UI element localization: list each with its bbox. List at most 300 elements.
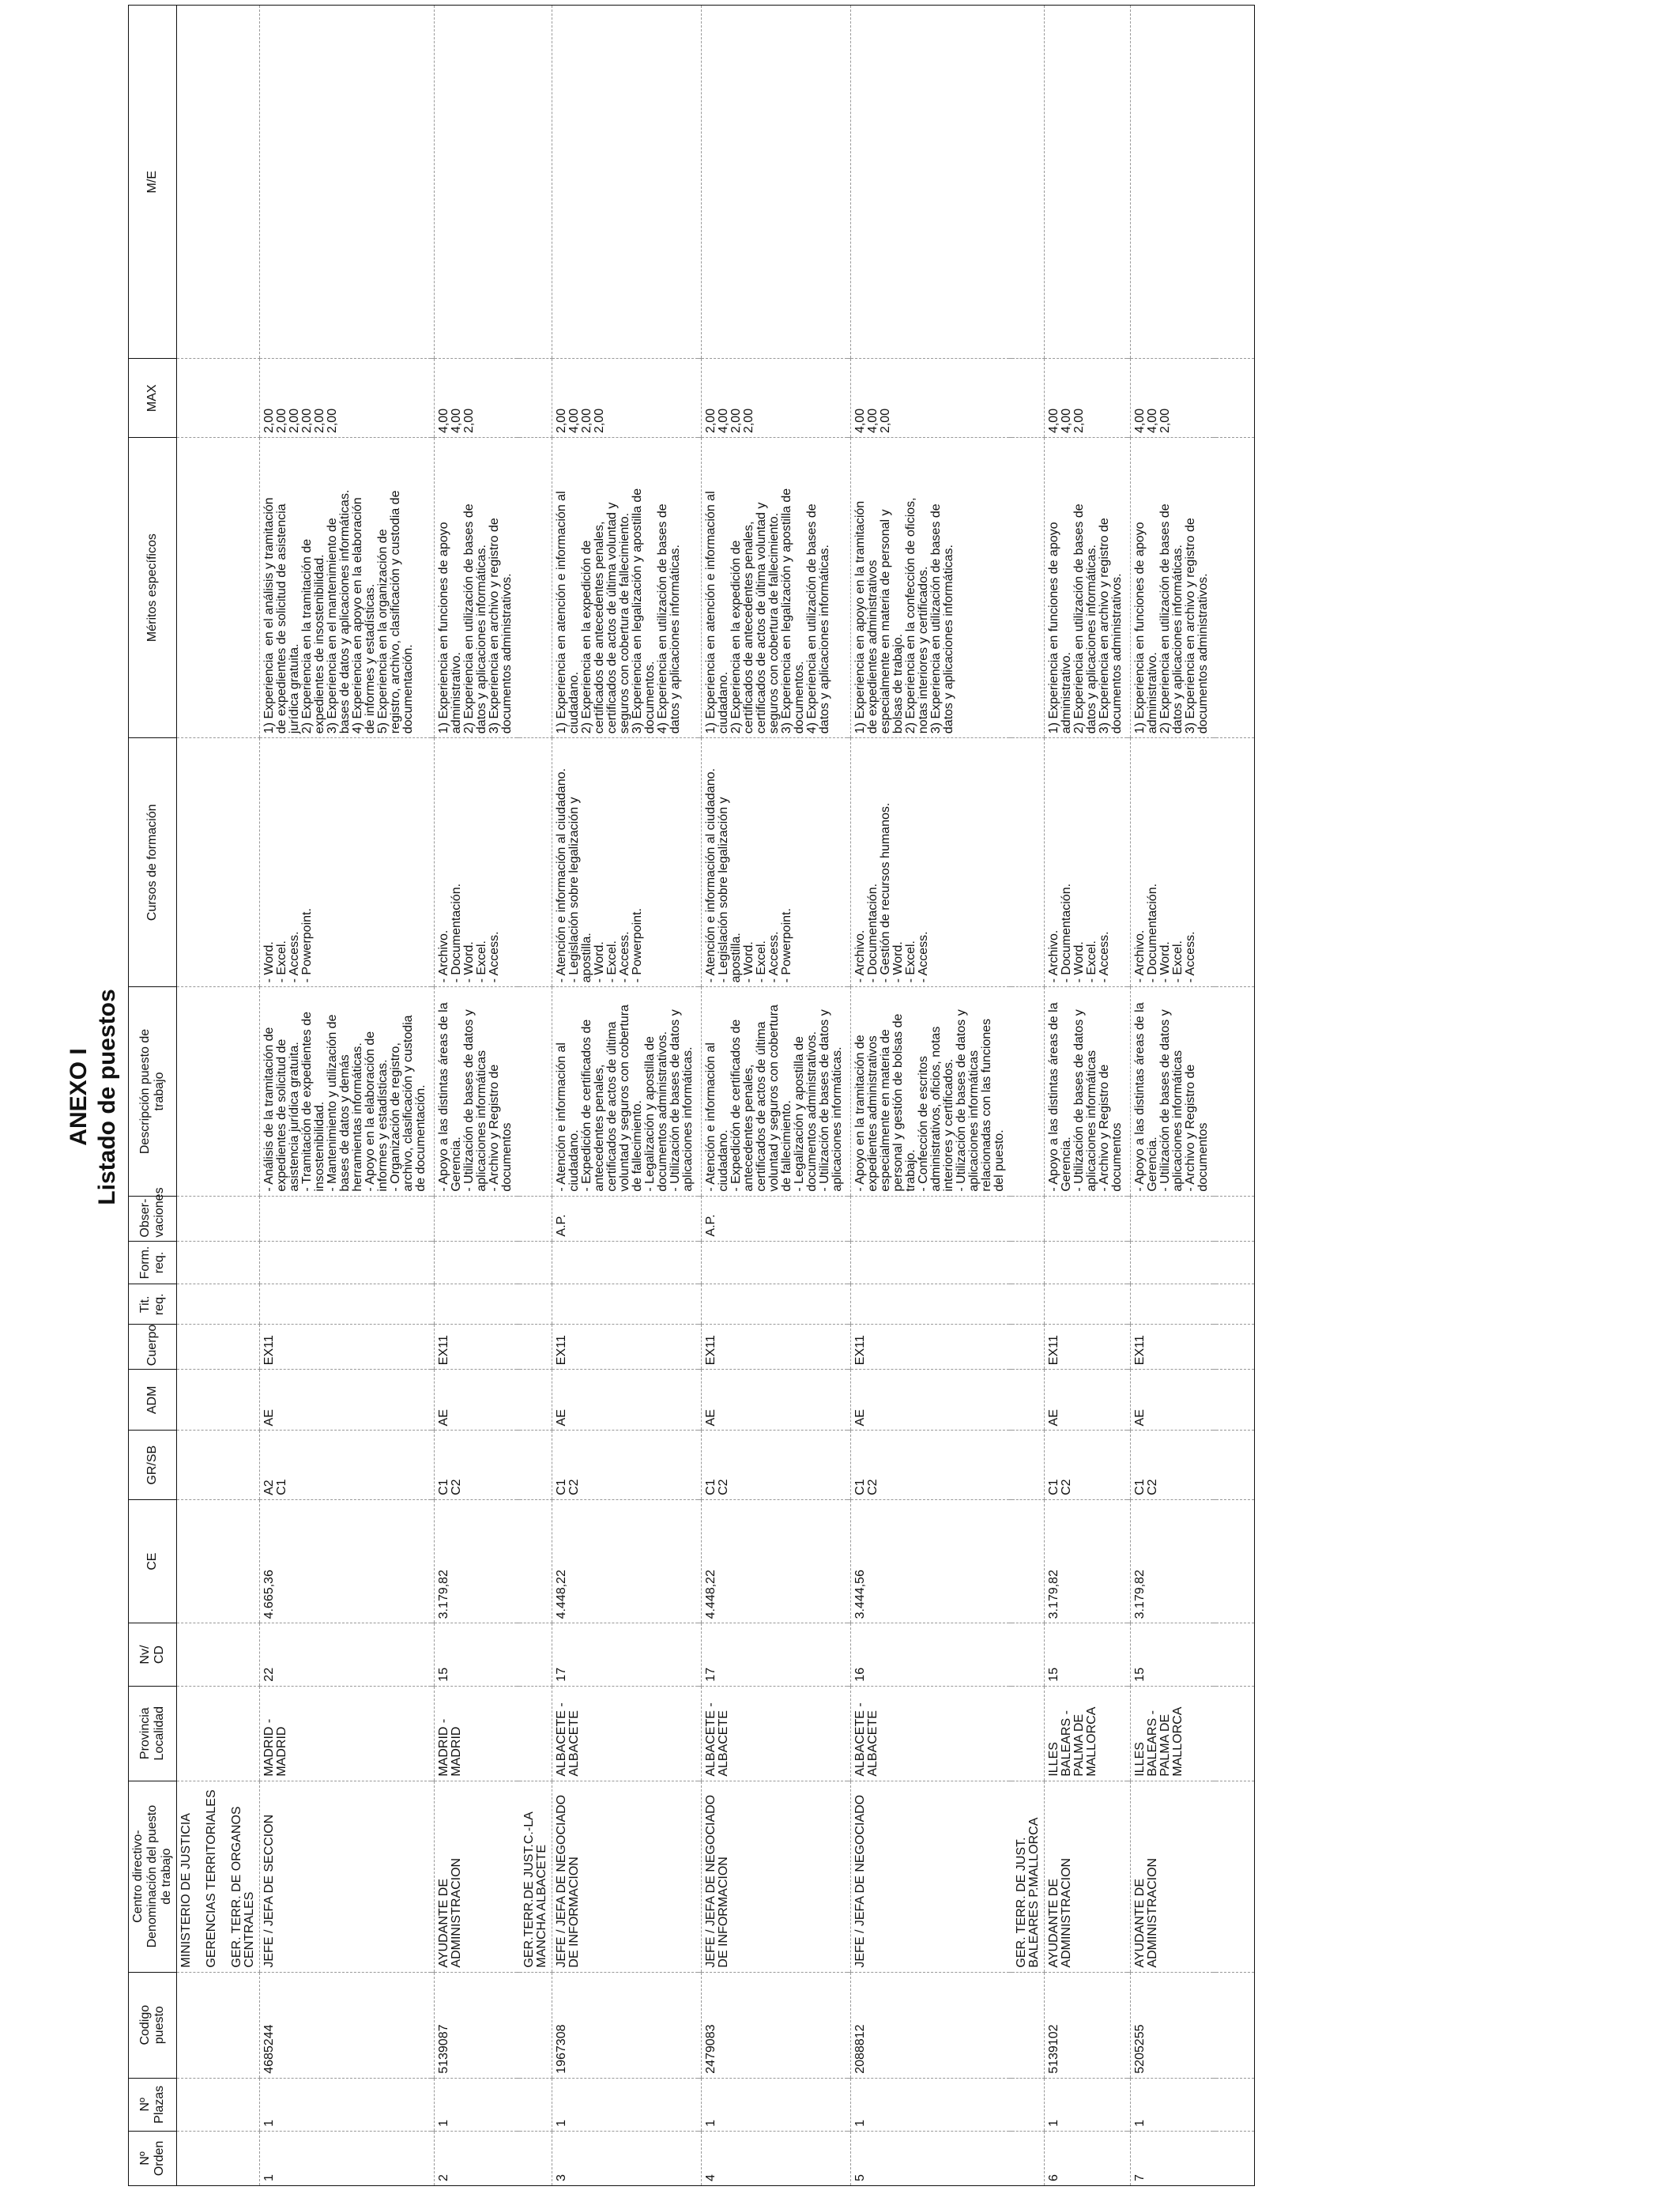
codigo-cell: 4685244 bbox=[260, 1972, 431, 2078]
meritos-cell bbox=[702, 438, 848, 738]
descripcion-cell-line: aplicaciones informáticas. bbox=[681, 1046, 695, 1192]
provincia-cell-line: ILLES bbox=[1133, 1742, 1147, 1777]
max-cell-line: 2,00 bbox=[593, 408, 606, 434]
cursos-cell-line: apostilla. bbox=[580, 933, 593, 983]
header-grsb: GR/SB bbox=[129, 1431, 177, 1499]
cursos-cell-line: - Access. bbox=[1184, 931, 1197, 983]
provincia-cell bbox=[702, 1686, 848, 1781]
meritos-cell-line: registro, archivo, clasificación y custodia de bbox=[389, 490, 402, 734]
denominacion-cell-line: DE INFORMACION bbox=[717, 1857, 730, 1968]
provincia-cell-line: MADRID bbox=[275, 1726, 288, 1777]
meritos-cell-line: ciudadano. bbox=[567, 671, 581, 734]
header-orden: Nº Orden bbox=[129, 2131, 177, 2185]
plazas-cell: 1 bbox=[435, 2078, 518, 2131]
denominacion-cell bbox=[435, 1781, 518, 1972]
cursos-cell-line: apostilla. bbox=[729, 933, 743, 983]
cursos-cell-line: - Powerpoint. bbox=[631, 908, 644, 983]
provincia-cell-line: ALBACETE bbox=[866, 1710, 880, 1777]
provincia-cell-line: ILLES bbox=[1047, 1742, 1060, 1777]
header-obs: Obser- vaciones bbox=[129, 1196, 177, 1241]
provincia-cell bbox=[435, 1686, 518, 1781]
meritos-cell-line: 4) Experiencia en apoyo en la elaboración bbox=[351, 497, 364, 734]
meritos-cell-line: 2) Experiencia en la expedición de bbox=[729, 540, 743, 734]
nivel-cell: 17 bbox=[702, 1623, 848, 1686]
meritos-cell-line: certificados de antecedentes penales, bbox=[593, 521, 606, 734]
meritos-cell-line: 4) Experiencia en utilización de bases de bbox=[805, 503, 819, 734]
descripcion-cell-line: documentos bbox=[500, 1122, 514, 1192]
nivel-cell: 15 bbox=[1045, 1623, 1128, 1686]
descripcion-cell bbox=[1131, 987, 1214, 1196]
descripcion-cell-line: Gerencia. bbox=[450, 1137, 463, 1192]
cursos-cell bbox=[851, 738, 1010, 987]
descripcion-cell-line: - Utilización de bases de datos y bbox=[1072, 1009, 1086, 1192]
grsb-cell bbox=[702, 1431, 848, 1499]
max-cell bbox=[260, 359, 431, 438]
descripcion-cell-line: - Archivo y Registro de bbox=[1184, 1064, 1197, 1192]
grsb-cell-line: C1 bbox=[555, 1479, 568, 1495]
cursos-cell-line: - Word. bbox=[1072, 941, 1086, 983]
descripcion-cell-line: interiores y certificados. bbox=[942, 1058, 955, 1192]
cursos-cell-line: - Word. bbox=[593, 941, 606, 983]
grsb-cell-line: C2 bbox=[1060, 1479, 1073, 1495]
codigo-cell: 2088812 bbox=[851, 1972, 1010, 2078]
cursos-cell-line: - Excel. bbox=[1085, 941, 1098, 983]
descripcion-cell-line: antecedentes penales, bbox=[742, 1064, 755, 1192]
position-row bbox=[1045, 6, 1128, 2186]
descripcion-cell-line: archivo, clasificación y custodia bbox=[401, 1015, 415, 1192]
document-subtitle: Listado de puestos bbox=[94, 989, 120, 1205]
positions-table-body bbox=[177, 6, 1255, 2186]
plazas-cell: 1 bbox=[1131, 2078, 1214, 2131]
descripcion-cell-line: - Expedición de certificados de bbox=[729, 1019, 743, 1192]
descripcion-cell-line: - Apoyo a las distintas áreas de la bbox=[437, 1002, 450, 1192]
max-cell-line: 2,00 bbox=[704, 408, 718, 434]
provincia-cell-line: BALEARS - bbox=[1060, 1710, 1073, 1777]
denominacion-cell bbox=[260, 1781, 431, 1972]
header-ce: CE bbox=[129, 1499, 177, 1623]
descripcion-cell-line: certificados de actos de última bbox=[605, 1021, 619, 1192]
descripcion-cell-line: - Atención e información al bbox=[704, 1042, 718, 1192]
provincia-cell-line: MADRID - bbox=[262, 1718, 276, 1777]
plazas-cell: 1 bbox=[1045, 2078, 1128, 2131]
meritos-cell bbox=[435, 438, 518, 738]
meritos-cell-line: documentos administrativos. bbox=[1110, 573, 1124, 734]
grsb-cell-line: C2 bbox=[567, 1479, 581, 1495]
cursos-cell-line: - Access. bbox=[767, 931, 781, 983]
descripcion-cell-line: - Utilización de bases de datos y bbox=[669, 1009, 682, 1192]
cursos-cell-line: - Access. bbox=[917, 931, 930, 983]
denominacion-cell-line: JEFE / JEFA DE NEGOCIADO bbox=[853, 1794, 867, 1968]
meritos-cell-line: 1) Experiencia en funciones de apoyo bbox=[1047, 522, 1060, 734]
ger-organos-label: GER. TERR. DE ORGANOS bbox=[230, 1806, 243, 1968]
descripcion-cell-line: expedientes administrativos bbox=[866, 1035, 880, 1192]
max-cell-line: 4,00 bbox=[1133, 408, 1147, 434]
observaciones-cell bbox=[851, 1196, 1010, 1241]
max-cell-line: 2,00 bbox=[742, 408, 755, 434]
meritos-cell-line: 4) Experiencia en utilización de bases de bbox=[656, 503, 669, 734]
ministerio-label: MINISTERIO DE JUSTICIA bbox=[179, 1813, 193, 1968]
descripcion-cell-line: bases de datos y demás bbox=[338, 1054, 352, 1192]
cursos-cell bbox=[1045, 738, 1128, 987]
cursos-cell-line: - Documentación. bbox=[450, 883, 463, 983]
max-cell-line: 4,00 bbox=[567, 408, 581, 434]
meritos-cell-line: 1) Experiencia en el análisis y tramitación bbox=[262, 497, 276, 734]
grsb-cell-line: C1 bbox=[1133, 1479, 1147, 1495]
cursos-cell-line: - Legislación sobre legalización y bbox=[567, 797, 581, 983]
ger-albacete-label-line: GER.TERR.DE JUST.C.-LA bbox=[522, 1811, 536, 1968]
max-cell-line: 4,00 bbox=[437, 408, 450, 434]
cursos-cell-line: - Legislación sobre legalización y bbox=[717, 797, 730, 983]
descripcion-cell-line: - Archivo y Registro de bbox=[1098, 1064, 1111, 1192]
meritos-cell-line: administrativo. bbox=[450, 652, 463, 734]
meritos-cell-line: seguros con cobertura de fallecimiento. bbox=[767, 512, 781, 734]
meritos-cell-line: documentos. bbox=[643, 661, 657, 734]
codigo-cell: 1967308 bbox=[552, 1972, 699, 2078]
meritos-cell-line: 1) Experiencia en apoyo en la tramitación bbox=[853, 500, 867, 734]
cursos-cell-line: - Documentación. bbox=[1146, 883, 1159, 983]
meritos-cell-line: 1) Experiencia en atención e información al bbox=[555, 491, 568, 734]
descripcion-cell-line: - Organización de registro, bbox=[389, 1042, 402, 1192]
descripcion-cell-line: insostenibilidad. bbox=[313, 1101, 326, 1192]
descripcion-cell-line: del puesto. bbox=[993, 1129, 1006, 1192]
meritos-cell-line: bolsas de trabajo. bbox=[891, 633, 905, 734]
provincia-cell bbox=[260, 1686, 431, 1781]
provincia-cell bbox=[1045, 1686, 1128, 1781]
denominacion-cell bbox=[851, 1781, 1010, 1972]
ce-cell: 3.179,82 bbox=[1045, 1499, 1128, 1623]
orden-cell: 5 bbox=[851, 2131, 1010, 2185]
cursos-cell-line: - Atención e información al ciudadano. bbox=[704, 768, 718, 983]
cursos-cell-line: - Word. bbox=[891, 941, 905, 983]
max-cell bbox=[702, 359, 848, 438]
denominacion-cell-line: AYUDANTE DE bbox=[1047, 1878, 1060, 1968]
cuerpo-cell: EX11 bbox=[1045, 1325, 1128, 1370]
descripcion-cell-line: herramientas informáticas. bbox=[351, 1042, 364, 1192]
cursos-cell-line: - Powerpoint. bbox=[780, 908, 793, 983]
meritos-cell-line: 2) Experiencia en la tramitación de bbox=[300, 538, 314, 734]
max-cell-line: 2,00 bbox=[729, 408, 743, 434]
ger-baleares-label bbox=[1012, 1781, 1045, 1972]
cuerpo-cell: EX11 bbox=[260, 1325, 431, 1370]
denominacion-cell-line: JEFE / JEFA DE SECCION bbox=[262, 1814, 276, 1968]
max-cell bbox=[1045, 359, 1128, 438]
descripcion-cell-line: - Utilización de bases de datos y bbox=[1158, 1009, 1172, 1192]
descripcion-cell bbox=[552, 987, 699, 1196]
header-tit: Tit. req. bbox=[129, 1284, 177, 1325]
descripcion-cell-line: - Apoyo en la elaboración de bbox=[363, 1031, 377, 1192]
grsb-cell-line: C1 bbox=[704, 1479, 718, 1495]
cursos-cell-line: - Excel. bbox=[605, 941, 619, 983]
descripcion-cell-line: documentos bbox=[1196, 1122, 1210, 1192]
descripcion-cell-line: Gerencia. bbox=[1060, 1137, 1073, 1192]
codigo-cell: 2479083 bbox=[702, 1972, 848, 2078]
descripcion-cell-line: - Atención e información al bbox=[555, 1042, 568, 1192]
ce-cell: 4.448,22 bbox=[702, 1499, 848, 1623]
meritos-cell-line: documentos administrativos. bbox=[1196, 573, 1210, 734]
descripcion-cell-line: antecedentes penales, bbox=[593, 1064, 606, 1192]
descripcion-cell-line: - Tramitación de expedientes de bbox=[300, 1011, 314, 1192]
denominacion-cell bbox=[1045, 1781, 1128, 1972]
denominacion-cell bbox=[702, 1781, 848, 1972]
max-cell-line: 4,00 bbox=[1060, 408, 1073, 434]
descripcion-cell-line: relacionadas con las funciones bbox=[980, 1018, 993, 1192]
descripcion-cell bbox=[851, 987, 1010, 1196]
descripcion-cell-line: de fallecimiento. bbox=[631, 1100, 644, 1192]
codigo-cell: 5205255 bbox=[1131, 1972, 1214, 2078]
adm-cell: AE bbox=[1131, 1370, 1214, 1431]
adm-cell: AE bbox=[851, 1370, 1010, 1431]
position-row bbox=[851, 6, 1010, 2186]
max-cell-line: 2,00 bbox=[580, 408, 593, 434]
ministry-heading bbox=[177, 1781, 260, 1972]
header-provincia: Provincia Localidad bbox=[129, 1686, 177, 1781]
descripcion-cell-line: voluntad y seguros con cobertura bbox=[767, 1005, 781, 1192]
adm-cell: AE bbox=[702, 1370, 848, 1431]
grsb-cell bbox=[851, 1431, 1010, 1499]
descripcion-cell bbox=[435, 987, 518, 1196]
meritos-cell-line: de expedientes de solicitud de asistencia bbox=[275, 503, 288, 734]
denominacion-cell-line: ADMINISTRACION bbox=[450, 1857, 463, 1968]
max-cell bbox=[851, 359, 1010, 438]
cuerpo-cell: EX11 bbox=[702, 1325, 848, 1370]
ger-organos-label: CENTRALES bbox=[243, 1891, 256, 1968]
orden-cell: 6 bbox=[1045, 2131, 1128, 2185]
meritos-cell-line: datos y aplicaciones informáticas. bbox=[942, 544, 955, 734]
header-me: M/E bbox=[129, 6, 177, 359]
orden-cell: 3 bbox=[552, 2131, 699, 2185]
meritos-cell-line: datos y aplicaciones informáticas. bbox=[475, 544, 488, 734]
meritos-cell bbox=[851, 438, 1010, 738]
nivel-cell: 22 bbox=[260, 1623, 431, 1686]
grsb-cell bbox=[1131, 1431, 1214, 1499]
group-row bbox=[177, 6, 260, 2186]
provincia-cell bbox=[552, 1686, 699, 1781]
nivel-cell: 15 bbox=[435, 1623, 518, 1686]
gerencias-label: GERENCIAS TERRITORIALES bbox=[205, 1789, 218, 1968]
descripcion-cell-line: - Expedición de certificados de bbox=[580, 1019, 593, 1192]
denominacion-cell-line: AYUDANTE DE bbox=[1133, 1878, 1147, 1968]
meritos-cell-line: administrativo. bbox=[1060, 652, 1073, 734]
denominacion-cell-line: JEFE / JEFA DE NEGOCIADO bbox=[704, 1794, 718, 1968]
denominacion-cell-line: AYUDANTE DE bbox=[437, 1878, 450, 1968]
ce-cell: 4.448,22 bbox=[552, 1499, 699, 1623]
descripcion-cell-line: certificados de actos de última bbox=[755, 1021, 768, 1192]
orden-cell: 1 bbox=[260, 2131, 431, 2185]
descripcion-cell-line: - Utilización de bases de datos y bbox=[462, 1009, 476, 1192]
descripcion-cell-line: aplicaciones informáticas bbox=[475, 1050, 488, 1192]
max-cell-line: 4,00 bbox=[1047, 408, 1060, 434]
grsb-cell-line: A2 bbox=[262, 1480, 276, 1495]
descripcion-cell-line: aplicaciones informáticas bbox=[1171, 1050, 1185, 1192]
cuerpo-cell: EX11 bbox=[851, 1325, 1010, 1370]
cursos-cell-line: - Atención e información al ciudadano. bbox=[555, 768, 568, 983]
codigo-cell: 5139102 bbox=[1045, 1972, 1128, 2078]
position-row bbox=[552, 6, 699, 2186]
observaciones-cell bbox=[435, 1196, 518, 1241]
cursos-cell-line: - Excel. bbox=[904, 941, 917, 983]
plazas-cell: 1 bbox=[702, 2078, 848, 2131]
nivel-cell: 17 bbox=[552, 1623, 699, 1686]
ce-cell: 3.444,56 bbox=[851, 1499, 1010, 1623]
meritos-cell-line: 3) Experiencia en legalización y apostilla de bbox=[631, 488, 644, 734]
document-title: ANEXO I bbox=[66, 1048, 92, 1146]
max-cell-line: 4,00 bbox=[853, 408, 867, 434]
cursos-cell bbox=[552, 738, 699, 987]
denominacion-cell-line: ADMINISTRACION bbox=[1146, 1857, 1159, 1968]
plazas-cell: 1 bbox=[260, 2078, 431, 2131]
grsb-cell-line: C1 bbox=[275, 1479, 288, 1495]
grsb-cell bbox=[552, 1431, 699, 1499]
header-form: Form. req. bbox=[129, 1241, 177, 1284]
provincia-cell-line: ALBACETE - bbox=[704, 1702, 718, 1777]
position-row bbox=[435, 6, 518, 2186]
adm-cell: AE bbox=[1045, 1370, 1128, 1431]
provincia-cell-line: ALBACETE bbox=[567, 1710, 581, 1777]
meritos-cell-line: documentos administrativos. bbox=[500, 573, 514, 734]
cursos-cell-line: - Powerpoint. bbox=[300, 908, 314, 983]
cursos-cell-line: - Excel. bbox=[275, 941, 288, 983]
meritos-cell-line: datos y aplicaciones informáticas. bbox=[669, 544, 682, 734]
cursos-cell-line: - Word. bbox=[262, 941, 276, 983]
cursos-cell-line: - Excel. bbox=[755, 941, 768, 983]
plazas-cell: 1 bbox=[851, 2078, 1010, 2131]
max-cell-line: 4,00 bbox=[717, 408, 730, 434]
codigo-cell: 5139087 bbox=[435, 1972, 518, 2078]
document-titles bbox=[65, 0, 122, 2194]
max-cell-line: 4,00 bbox=[1146, 408, 1159, 434]
denominacion-cell bbox=[552, 1781, 699, 1972]
provincia-cell-line: MADRID - bbox=[437, 1718, 450, 1777]
cursos-cell bbox=[435, 738, 518, 987]
observaciones-cell: A.P. bbox=[552, 1196, 699, 1241]
max-cell-line: 4,00 bbox=[450, 408, 463, 434]
grsb-cell bbox=[1045, 1431, 1128, 1499]
grsb-cell bbox=[260, 1431, 431, 1499]
meritos-cell-line: 3) Experiencia en archivo y registro de bbox=[1098, 518, 1111, 734]
adm-cell: AE bbox=[260, 1370, 431, 1431]
grsb-cell-line: C1 bbox=[437, 1479, 450, 1495]
header-adm: ADM bbox=[129, 1370, 177, 1431]
cursos-cell-line: - Word. bbox=[742, 941, 755, 983]
meritos-cell-line: seguros con cobertura de fallecimiento. bbox=[618, 512, 631, 734]
header-centro: Centro directivo- Denominación del puesto de trabajo bbox=[129, 1781, 177, 1972]
cursos-cell bbox=[1131, 738, 1214, 987]
meritos-cell-line: 2) Experiencia en utilización de bases de bbox=[462, 503, 476, 734]
cursos-cell-line: - Access. bbox=[618, 931, 631, 983]
descripcion-cell-line: trabajo. bbox=[904, 1149, 917, 1192]
provincia-cell-line: MADRID bbox=[450, 1726, 463, 1777]
meritos-cell-line: datos y aplicaciones informáticas. bbox=[1171, 544, 1185, 734]
meritos-cell-line: certificados de actos de última voluntad y bbox=[605, 502, 619, 734]
descripcion-cell-line: - Archivo y Registro de bbox=[488, 1064, 501, 1192]
meritos-cell-line: de expedientes administrativos bbox=[866, 560, 880, 734]
orden-cell: 2 bbox=[435, 2131, 518, 2185]
descripcion-cell-line: documentos administrativos. bbox=[805, 1031, 819, 1192]
descripcion-cell-line: - Utilización de bases de datos y bbox=[955, 1009, 968, 1192]
provincia-cell-line: PALMA DE bbox=[1072, 1713, 1086, 1777]
provincia-cell-line: ALBACETE - bbox=[853, 1702, 867, 1777]
max-cell-line: 2,00 bbox=[879, 408, 892, 434]
provincia-cell bbox=[851, 1686, 1010, 1781]
ce-cell: 3.179,82 bbox=[435, 1499, 518, 1623]
cursos-cell-line: - Documentación. bbox=[1060, 883, 1073, 983]
meritos-cell-line: especialmente en materia de personal y bbox=[879, 509, 892, 734]
descripcion-cell-line: - Apoyo a las distintas áreas de la bbox=[1047, 1002, 1060, 1192]
header-nv: Nv/ CD bbox=[129, 1623, 177, 1686]
group-row bbox=[1012, 6, 1045, 2186]
cursos-cell-line: - Documentación. bbox=[866, 883, 880, 983]
meritos-cell-line: 3) Experiencia en legalización y apostilla de bbox=[780, 488, 793, 734]
meritos-cell-line: jurídica gratuita. bbox=[288, 643, 301, 734]
header-meritos: Méritos específicos bbox=[129, 438, 177, 738]
max-cell-line: 2,00 bbox=[262, 408, 276, 434]
descripcion-cell bbox=[260, 987, 431, 1196]
meritos-cell-line: 3) Experiencia en archivo y registro de bbox=[1184, 518, 1197, 734]
meritos-cell bbox=[260, 438, 431, 738]
descripcion-cell-line: expedientes de solicitud de bbox=[275, 1039, 288, 1192]
cursos-cell-line: - Word. bbox=[1158, 941, 1172, 983]
meritos-cell-line: 2) Experiencia en utilización de bases de bbox=[1158, 503, 1172, 734]
descripcion-cell-line: - Confección de escritos bbox=[917, 1056, 930, 1192]
max-cell-line: 2,00 bbox=[1072, 408, 1086, 434]
provincia-cell-line: BALEARS - bbox=[1146, 1710, 1159, 1777]
position-row bbox=[260, 6, 431, 2186]
header-max: MAX bbox=[129, 359, 177, 438]
nivel-cell: 16 bbox=[851, 1623, 1010, 1686]
adm-cell: AE bbox=[435, 1370, 518, 1431]
meritos-cell-line: administrativo. bbox=[1146, 652, 1159, 734]
descripcion-cell-line: administrativos, oficios, notas bbox=[929, 1026, 943, 1192]
group-row bbox=[520, 6, 552, 2186]
ger-baleares-label-line: GER. TERR. DE JUST. bbox=[1015, 1837, 1028, 1968]
provincia-cell-line: ALBACETE bbox=[717, 1710, 730, 1777]
descripcion-cell-line: aplicaciones informáticas bbox=[1085, 1050, 1098, 1192]
cursos-cell-line: - Access. bbox=[1098, 931, 1111, 983]
descripcion-cell-line: personal y gestión de bolsas de bbox=[891, 1013, 905, 1192]
provincia-cell-line: PALMA DE bbox=[1158, 1713, 1172, 1777]
meritos-cell-line: 1) Experiencia en funciones de apoyo bbox=[437, 522, 450, 734]
meritos-cell-line: notas interiores y certificados. bbox=[917, 566, 930, 734]
max-cell-line: 2,00 bbox=[462, 408, 476, 434]
max-cell-line: 2,00 bbox=[300, 408, 314, 434]
cursos-cell-line: - Word. bbox=[462, 941, 476, 983]
cursos-cell-line: - Archivo. bbox=[853, 929, 867, 983]
descripcion-cell-line: de fallecimiento. bbox=[780, 1100, 793, 1192]
meritos-cell-line: 1) Experiencia en atención e información al bbox=[704, 491, 718, 734]
max-cell-line: 2,00 bbox=[326, 408, 339, 434]
cuerpo-cell: EX11 bbox=[552, 1325, 699, 1370]
max-cell bbox=[552, 359, 699, 438]
descripcion-cell-line: voluntad y seguros con cobertura bbox=[618, 1005, 631, 1192]
ce-cell: 3.179,82 bbox=[1131, 1499, 1214, 1623]
denominacion-cell-line: ADMINISTRACION bbox=[1060, 1857, 1073, 1968]
provincia-cell-line: MALLORCA bbox=[1085, 1706, 1098, 1777]
position-row bbox=[702, 6, 848, 2186]
meritos-cell-line: 2) Experiencia en la confección de oficios, bbox=[904, 497, 917, 734]
descripcion-cell-line: de documentación. bbox=[414, 1084, 428, 1192]
header-plazas: Nº Plazas bbox=[129, 2078, 177, 2131]
max-cell-line: 4,00 bbox=[866, 408, 880, 434]
meritos-cell bbox=[1045, 438, 1128, 738]
plazas-cell: 1 bbox=[552, 2078, 699, 2131]
cursos-cell-line: - Gestión de recursos humanos. bbox=[879, 802, 892, 983]
ger-baleares-label-line: BALEARES P.MALLORCA bbox=[1027, 1817, 1041, 1968]
descripcion-cell-line: - Legalización y apostilla de bbox=[793, 1036, 806, 1192]
descripcion-cell-line: - Mantenimiento y utilización de bbox=[326, 1014, 339, 1192]
meritos-cell-line: 3) Experiencia en utilización de bases de bbox=[929, 503, 943, 734]
meritos-cell-line: 1) Experiencia en funciones de apoyo bbox=[1133, 522, 1147, 734]
descripcion-cell-line: Gerencia. bbox=[1146, 1137, 1159, 1192]
